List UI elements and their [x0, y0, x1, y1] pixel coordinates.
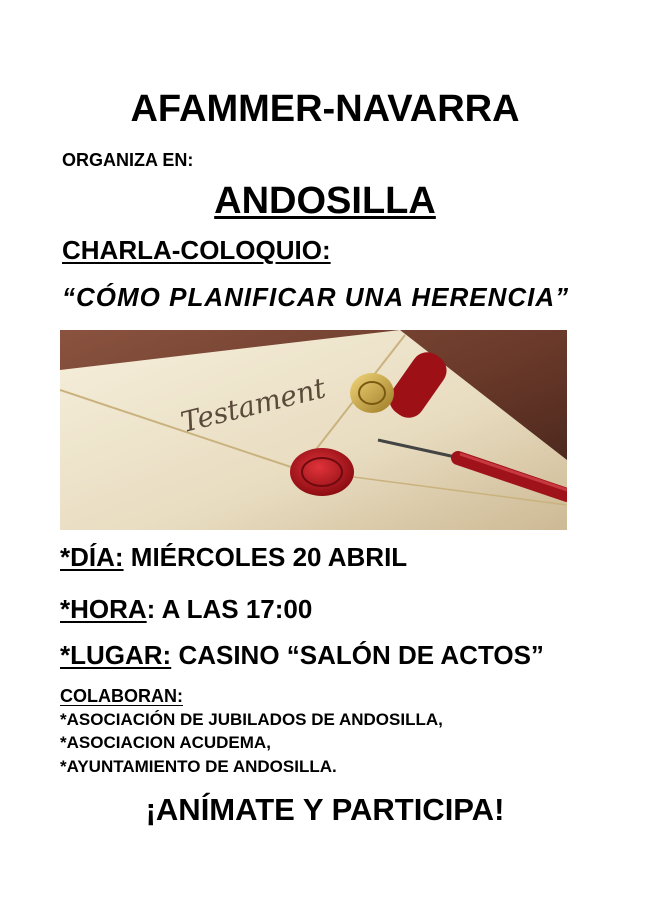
town-name-text: ANDOSILLA [214, 180, 436, 222]
organiza-label: ORGANIZA EN: [62, 150, 194, 170]
event-day-value: MIÉRCOLES 20 ABRIL [123, 542, 408, 572]
envelope-script-text: Testament [177, 371, 329, 440]
event-place-value: CASINO “SALÓN DE ACTOS” [171, 640, 544, 670]
collaborator-item: *ASOCIACIÓN DE JUBILADOS DE ANDOSILLA, [60, 710, 443, 729]
wax-seal-icon [290, 448, 354, 496]
poster-title: AFAMMER-NAVARRA [130, 88, 520, 130]
collaborators-heading: COLABORAN: [60, 686, 183, 706]
event-place [60, 640, 544, 671]
event-time-value: : A LAS 17:00 [146, 594, 313, 624]
event-day [60, 542, 407, 573]
event-place-label: *LUGAR: [60, 640, 172, 670]
event-time [60, 594, 312, 625]
town-name [0, 180, 650, 223]
call-to-action: ¡ANÍMATE Y PARTICIPA! [145, 792, 505, 827]
collaborator-item: *ASOCIACION ACUDEMA, [60, 733, 271, 752]
event-day-label: *DÍA: [60, 542, 124, 572]
event-time-label: *HORA [60, 594, 147, 624]
collaborator-item: *AYUNTAMIENTO DE ANDOSILLA. [60, 757, 337, 776]
testament-image [60, 330, 567, 530]
seal-stamp-brass-icon [350, 373, 394, 413]
testament-envelope-illustration [60, 330, 567, 530]
talk-topic: “CÓMO PLANIFICAR UNA HERENCIA” [62, 282, 570, 312]
talk-label: CHARLA-COLOQUIO: [62, 235, 331, 265]
